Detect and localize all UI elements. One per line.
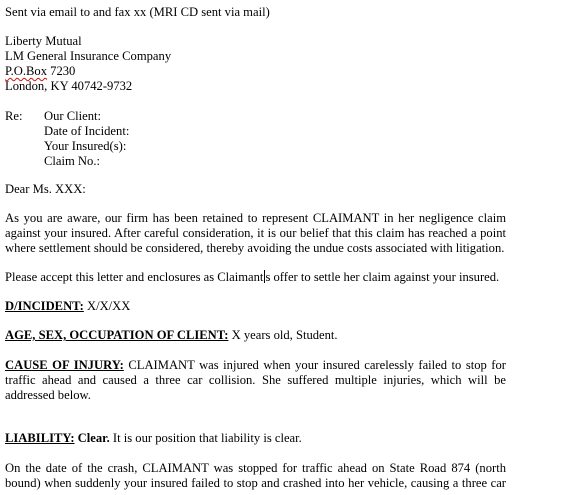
address-line-1: Liberty Mutual <box>5 34 82 48</box>
cause-paragraph <box>5 358 506 403</box>
cause-text: CLAIMANT was injured when your insured carelessly failed to stop for traffic ahead and caused a three car collision. She suffered multiple injuries, which will be addressed below. <box>5 358 506 402</box>
recipient-address <box>5 34 506 94</box>
re-field-date: Date of Incident: <box>44 124 130 138</box>
offer-paragraph: Please accept this letter and enclosures as Claimant s offer to settle her claim against your insured. <box>5 270 500 284</box>
cause-label: CAUSE OF INJURY: <box>5 358 124 372</box>
re-label: Re: <box>5 109 23 123</box>
liability-value: Clear. <box>74 431 110 445</box>
incident-label: D/INCIDENT: <box>5 299 84 313</box>
spellcheck-flag[interactable]: P.O.Box <box>5 64 47 78</box>
liability-line <box>5 431 506 446</box>
header-note: Sent via email to and fax xx (MRI CD sent via mail) <box>5 5 270 19</box>
address-city: London, KY 40742-9732 <box>5 79 133 93</box>
re-field-client: Our Client: <box>44 109 102 123</box>
crash-paragraph: On the date of the crash, CLAIMANT was stopped for traffic ahead on State Road 874 (north bound) when suddenly your insured failed to stop and crashed into her vehicle, causing a three car <box>5 461 506 490</box>
client-info-label: AGE, SEX, OCCUPATION OF CLIENT: <box>5 328 229 342</box>
salutation: Dear Ms. XXX: <box>5 182 86 196</box>
re-fields <box>44 109 129 169</box>
intro-paragraph: As you are aware, our firm has been retained to represent CLAIMANT in her negligence claim against your insured. After careful consideration, it is our belief that this claim has reached a point where settlement should be considered, thereby avoiding the undue costs associated with litigation. <box>5 211 506 255</box>
re-field-insured: Your Insured(s): <box>44 139 127 153</box>
address-line-2: LM General Insurance Company <box>5 49 172 63</box>
address-pobox: P.O.Box 7230 <box>5 64 76 78</box>
client-info-line <box>5 328 506 343</box>
re-field-claim: Claim No.: <box>44 154 100 168</box>
liability-text: It is our position that liability is clear. <box>109 431 302 445</box>
client-info-value: X years old, Student. <box>228 328 338 342</box>
liability-label: LIABILITY: <box>5 431 75 445</box>
incident-value: X/X/XX <box>83 299 131 313</box>
incident-line <box>5 299 506 314</box>
